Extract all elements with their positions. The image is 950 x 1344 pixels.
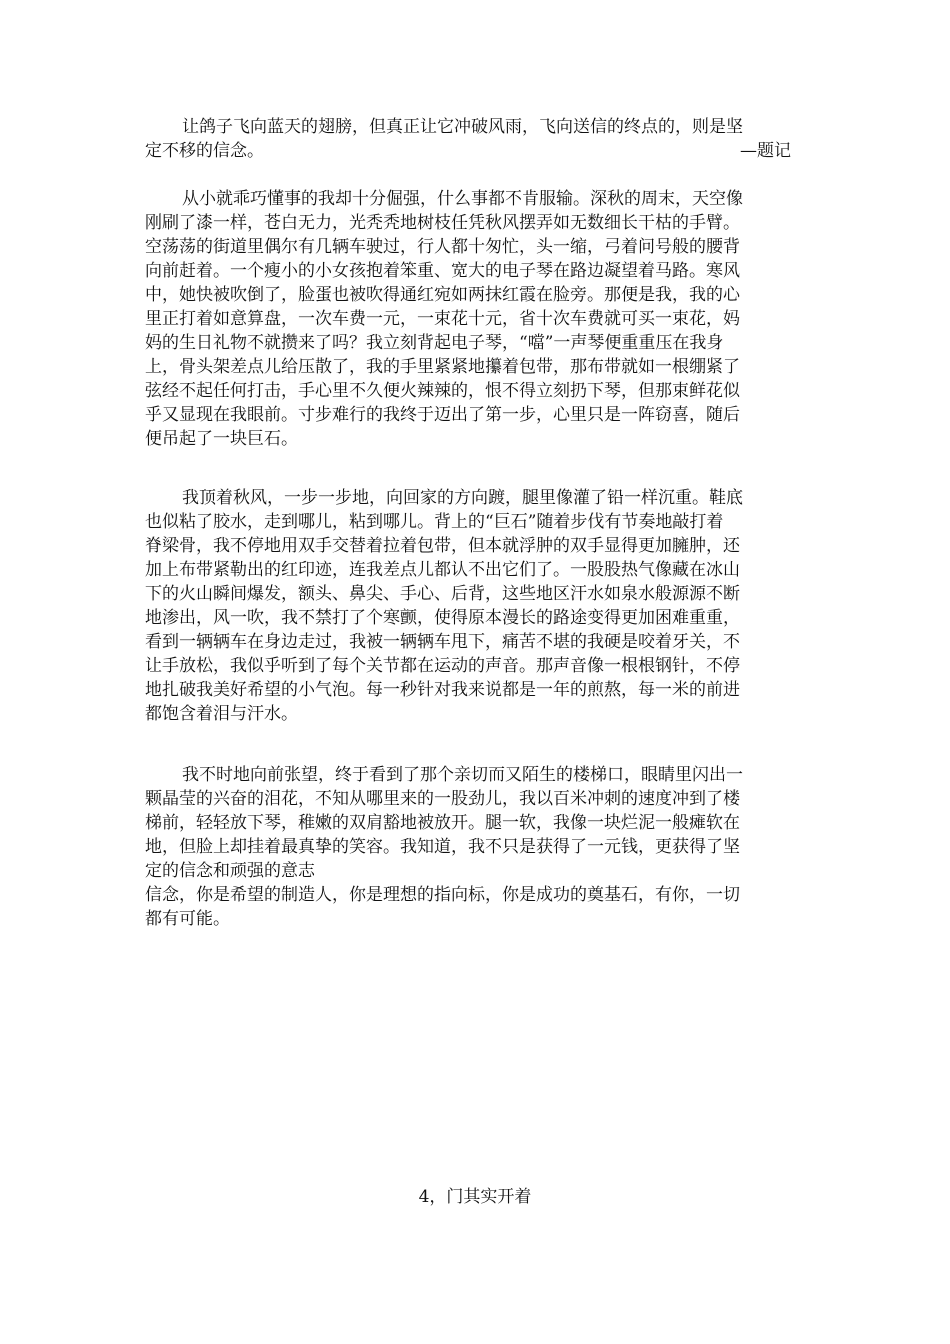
- paragraph-line: 看到一辆辆车在身边走过，我被一辆辆车甩下，痛苦不堪的我硬是咬着牙关，不: [145, 632, 740, 652]
- paragraph-line: 梯前，轻轻放下琴，稚嫩的双肩豁地被放开。腿一软，我像一块烂泥一般瘫软在: [145, 813, 740, 833]
- paragraph-line: 让手放松，我似乎听到了每个关节都在运动的声音。那声音像一根根钢针，不停: [145, 656, 740, 676]
- paragraph-line: 中，她快被吹倒了，脸蛋也被吹得通红宛如两抹红霞在脸旁。那便是我，我的心: [145, 285, 740, 305]
- paragraph-line: 颗晶莹的兴奋的泪花，不知从哪里来的一股劲儿，我以百米冲刺的速度冲到了楼: [145, 789, 740, 809]
- paragraph-line: 弦经不起任何打击，手心里不久便火辣辣的，恨不得立刻扔下琴，但那束鲜花似: [145, 381, 740, 401]
- paragraph-line: 加上布带紧勒出的红印迹，连我差点儿都认不出它们了。一股股热气像藏在冰山: [145, 560, 740, 580]
- paragraph-line: 空荡荡的街道里偶尔有几辆车驶过，行人都十匆忙，头一缩，弓着问号般的腰背: [145, 237, 740, 257]
- paragraph-line: 下的火山瞬间爆发，额头、鼻尖、手心、后背，这些地区汗水如泉水般源源不断: [145, 584, 740, 604]
- epigraph-line: 让鸽子飞向蓝天的翅膀，但真正让它冲破风雨，飞向送信的终点的，则是坚: [182, 117, 743, 137]
- paragraph-line: 地，但脸上却挂着最真挚的笑容。我知道，我不只是获得了一元钱，更获得了坚: [145, 837, 740, 857]
- paragraph-line: 我顶着秋风，一步一步地，向回家的方向踱，腿里像灌了铅一样沉重。鞋底: [182, 488, 743, 508]
- paragraph-line: 也似粘了胶水，走到哪儿，粘到哪儿。背上的“巨石”随着步伐有节奏地敲打着: [145, 512, 724, 532]
- paragraph-line: 向前赶着。一个瘦小的小女孩抱着笨重、宽大的电子琴在路边凝望着马路。寒风: [145, 261, 740, 281]
- paragraph-line: 都有可能。: [145, 909, 230, 929]
- paragraph-line: 都饱含着泪与汗水。: [145, 704, 298, 724]
- paragraph-line: 便吊起了一块巨石。: [145, 429, 298, 449]
- paragraph-line: 地渗出，风一吹，我不禁打了个寒颤，使得原本漫长的路途变得更加困难重重，: [145, 608, 740, 628]
- epigraph-line: 定不移的信念。: [145, 141, 264, 161]
- paragraph-line: 脊梁骨，我不停地用双手交替着拉着包带，但本就浮肿的双手显得更加臃肿，还: [145, 536, 740, 556]
- paragraph-line: 地扎破我美好希望的小气泡。每一秒针对我来说都是一年的煎熬，每一米的前进: [145, 680, 740, 700]
- paragraph-line: 定的信念和顽强的意志: [145, 861, 315, 881]
- paragraph-line: 从小就乖巧懂事的我却十分倔强，什么事都不肯服输。深秋的周末，天空像: [182, 189, 743, 209]
- paragraph-line: 我不时地向前张望，终于看到了那个亲切而又陌生的楼梯口，眼睛里闪出一: [182, 765, 743, 785]
- next-section-title: 4，门其实开着: [418, 1187, 532, 1207]
- paragraph-line: 里正打着如意算盘，一次车费一元，一束花十元，省十次车费就可买一束花，妈: [145, 309, 740, 329]
- paragraph-line: 乎又显现在我眼前。寸步难行的我终于迈出了第一步，心里只是一阵窃喜，随后: [145, 405, 740, 425]
- paragraph-line: 上，骨头架差点儿给压散了，我的手里紧紧地攥着包带，那布带就如一根绷紧了: [145, 357, 740, 377]
- paragraph-line: 信念，你是希望的制造人，你是理想的指向标，你是成功的奠基石，有你，一切: [145, 885, 740, 905]
- epigraph-attribution: —题记: [740, 141, 791, 161]
- paragraph-line: 妈的生日礼物不就攒来了吗？我立刻背起电子琴，“噹”一声琴便重重压在我身: [145, 333, 724, 353]
- paragraph-line: 刚刷了漆一样，苍白无力，光秃秃地树枝任凭秋风摆弄如无数细长干枯的手臂。: [145, 213, 740, 233]
